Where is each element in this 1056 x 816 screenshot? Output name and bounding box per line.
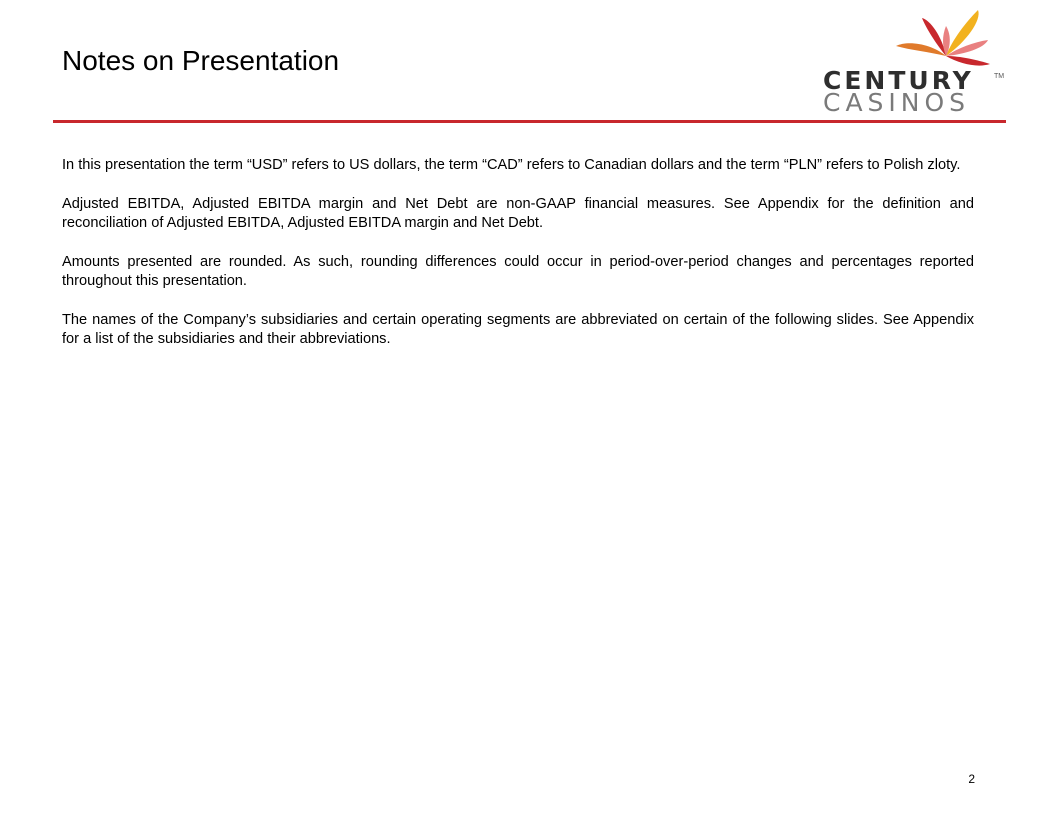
note-paragraph-currency: In this presentation the term “USD” refers to US dollars, the term “CAD” refers to Canadian dollars and the term “PLN” refers to Polish zloty. [62,157,961,173]
page-title: Notes on Presentation [62,45,340,76]
page-number: 2 [968,772,975,786]
logo-word-century: CENTURY [823,66,974,95]
notes-body [62,156,974,369]
note-paragraph-abbreviations: The names of the Company’s subsidiaries and certain operating segments are abbreviated on certain of the following slides. See Appendix for a list of the subsidiaries and their abbreviations. [62,312,974,347]
note-paragraph-rounding: Amounts presented are rounded. As such, rounding differences could occur in period-over-period changes and percentages reported throughout this presentation. [62,254,974,289]
note-paragraph-non-gaap: Adjusted EBITDA, Adjusted EBITDA margin and Net Debt are non-GAAP financial measures. See Appendix for the definition and reconciliation of Adjusted EBITDA, Adjusted EBITDA margin and Net Debt. [62,196,974,231]
trademark-mark: TM [994,73,1005,80]
logo-word-casinos: CASINOS [823,88,971,117]
header-divider [53,120,1006,123]
logo-petal-red-2 [946,56,990,66]
company-logo [818,6,1004,116]
